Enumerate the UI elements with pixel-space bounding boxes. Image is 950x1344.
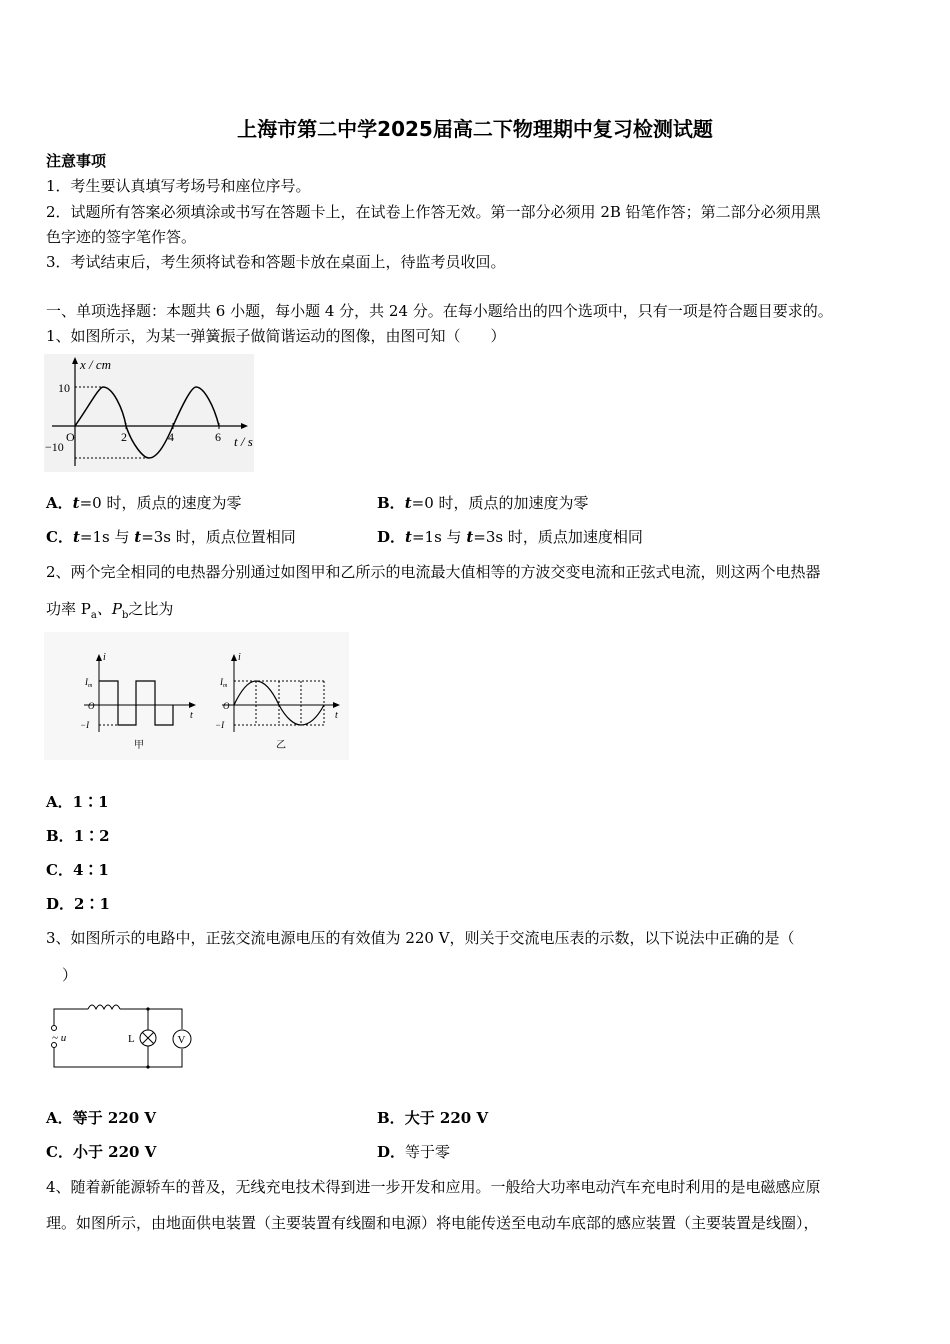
q2-yi-neg-label: −I	[215, 720, 225, 730]
q2-jia-caption: 甲	[134, 740, 144, 751]
q1-y-pos: 10	[58, 381, 70, 395]
page-title: 上海市第二中学2025届高二下物理期中复习检测试题	[237, 117, 713, 141]
q2-jia-origin: O	[88, 701, 95, 711]
q1-ylabel: x / cm	[80, 357, 112, 372]
q2-yi-i-label: i	[238, 652, 241, 663]
notice-item-2-cont: 色字迹的签字笔作答。	[46, 228, 197, 246]
q4-stem-line-2: 理。如图所示，由地面供电装置（主要装置有线圈和电源）将电能传送至电动车底部的感应装置（主要装置是线圈），	[46, 1214, 819, 1232]
q1-origin: O	[66, 430, 75, 444]
notice-item-1: 1．考生要认真填写考场号和座位序号。	[46, 177, 311, 195]
notice-heading: 注意事项	[46, 152, 107, 170]
q2-option-b[interactable]: B．1∶2	[46, 827, 110, 845]
q3-source-label: ~ u	[52, 1032, 67, 1044]
q2-jia-i-label: i	[103, 652, 106, 663]
q2-yi-origin: O	[223, 701, 230, 711]
q2-option-a[interactable]: A．1∶1	[46, 793, 109, 811]
q2-stem-line-2: 功率 $P_a$、$P_b$之比为	[46, 600, 174, 621]
q3-voltmeter-label: V	[177, 1034, 186, 1046]
q1-y-neg: −10	[45, 440, 64, 454]
q2-current-graphs	[44, 632, 349, 760]
q2-jia-im-label: $I_m$	[85, 677, 93, 689]
q2-option-c[interactable]: C．4∶1	[46, 861, 109, 879]
q2-yi-t-label: t	[335, 710, 338, 721]
q4-stem-line-1: 4、随着新能源轿车的普及，无线充电技术得到进一步开发和应用。一般给大功率电动汽车充电时利用的是电磁感应原	[46, 1178, 821, 1196]
q1-oscillation-graph	[44, 354, 254, 472]
q2-jia-neg-label: −I	[80, 720, 90, 730]
q1-xlabel: t / s	[234, 434, 253, 449]
q1-option-d[interactable]: D．t=1s 与 t=3s 时，质点加速度相同	[377, 528, 643, 546]
q1-tick-2: 2	[121, 430, 127, 444]
q1-option-b[interactable]: B．t=0 时，质点的加速度为零	[377, 494, 589, 512]
q2-option-d[interactable]: D．2∶1	[46, 895, 110, 913]
section-heading: 一、单项选择题：本题共 6 小题，每小题 4 分，共 24 分。在每小题给出的四个选项中，只有一项是符合题目要求的。	[46, 302, 833, 320]
q1-option-c[interactable]: C．t=1s 与 t=3s 时，质点位置相同	[46, 528, 296, 546]
q3-circuit-diagram	[44, 995, 194, 1073]
q2-yi-im-label: $I_m$	[220, 677, 228, 689]
q3-option-a[interactable]: A．等于 220 V	[46, 1109, 157, 1127]
q1-tick-6: 6	[215, 430, 221, 444]
q1-tick-4: 4	[168, 430, 174, 444]
q3-option-d[interactable]: D．等于零	[377, 1143, 451, 1161]
q3-stem-line-1: 3、如图所示的电路中，正弦交流电源电压的有效值为 220 V，则关于交流电压表的示数，以下说法中正确的是（	[46, 929, 795, 947]
q3-lamp-label: L	[128, 1033, 135, 1045]
q3-option-b[interactable]: B．大于 220 V	[377, 1109, 489, 1127]
q1-stem: 1、如图所示，为某一弹簧振子做简谐运动的图像，由图可知（ ）	[46, 327, 506, 345]
q3-stem-line-2: ）	[62, 966, 78, 984]
q1-option-a[interactable]: A．t=0 时，质点的速度为零	[46, 494, 242, 512]
notice-item-3: 3．考试结束后，考生须将试卷和答题卡放在桌面上，待监考员收回。	[46, 253, 506, 271]
q2-yi-caption: 乙	[276, 740, 286, 751]
q3-option-c[interactable]: C．小于 220 V	[46, 1143, 157, 1161]
notice-item-2: 2．试题所有答案必须填涂或书写在答题卡上，在试卷上作答无效。第一部分必须用 2B 铅笔作答；第二部分必须用黑	[46, 203, 821, 221]
q2-jia-t-label: t	[190, 710, 193, 721]
q2-stem-line-1: 2、两个完全相同的电热器分别通过如图甲和乙所示的电流最大值相等的方波交变电流和正弦式电流，则这两个电热器	[46, 563, 821, 581]
